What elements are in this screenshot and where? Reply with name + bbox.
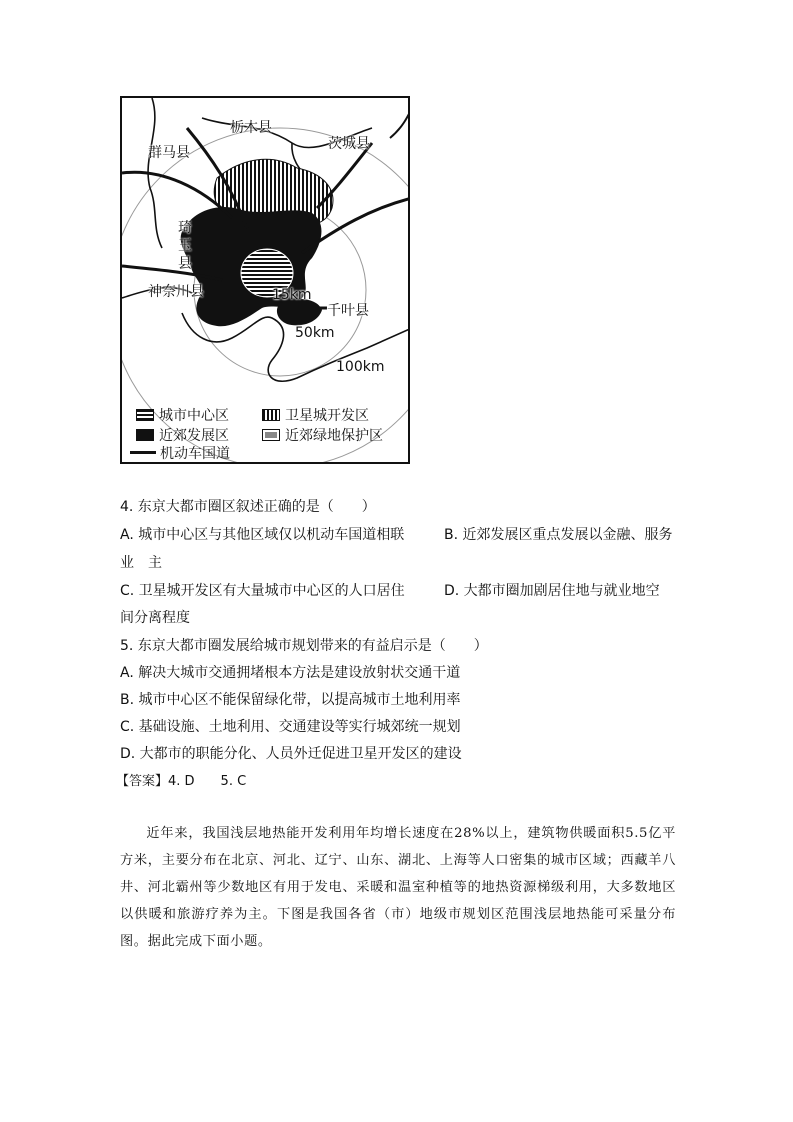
- legend-suburban-dev-label: 近郊发展区: [159, 428, 229, 444]
- q4-option-d: D. 大都市圈加剧居住地与就业地空: [444, 583, 660, 599]
- q4-option-a: A. 城市中心区与其他区域仅以机动车国道相联: [120, 527, 405, 543]
- q4-option-b-cont: 业 主: [120, 555, 162, 571]
- label-ibaraki: 茨城县: [328, 136, 370, 152]
- legend-city-center: [136, 408, 229, 424]
- legend-satellite-label: 卫星城开发区: [285, 408, 369, 424]
- q4-stem: 4. 东京大都市圈区叙述正确的是（ ）: [120, 499, 376, 515]
- road-edge: [390, 108, 410, 138]
- label-gunma: 群马县: [148, 145, 190, 161]
- answer-tag: 【答案】: [116, 774, 169, 789]
- road-ibaraki: [317, 143, 372, 208]
- q5-option-d: D. 大都市的职能分化、人员外迁促进卫星开发区的建设: [120, 746, 462, 762]
- legend-satellite: [262, 408, 369, 424]
- answer-value: 4. D 5. C: [168, 774, 247, 789]
- label-100km: 100km: [336, 359, 385, 375]
- label-saitama-1: 琦: [178, 220, 192, 236]
- city-center-swatch: [136, 409, 154, 421]
- legend-green-belt: [262, 428, 383, 444]
- legend-road: [130, 446, 230, 462]
- q5-stem: 5. 东京大都市圈发展给城市规划带来的有益启示是（ ）: [120, 638, 488, 654]
- legend-road-label: 机动车国道: [160, 446, 230, 462]
- legend-green-belt-label: 近郊绿地保护区: [285, 428, 383, 444]
- legend-suburban-dev: [136, 428, 229, 444]
- q4-option-b: B. 近郊发展区重点发展以金融、服务: [444, 527, 673, 543]
- q5-option-b: B. 城市中心区不能保留绿化带，以提高城市土地利用率: [120, 692, 461, 708]
- label-tochigi: 栃木县: [230, 120, 272, 136]
- tokyo-metro-map: [120, 96, 410, 464]
- q5-option-c: C. 基础设施、土地利用、交通建设等实行城郊统一规划: [120, 719, 461, 735]
- answer-line: [116, 772, 246, 792]
- label-15km: 15km: [272, 287, 312, 303]
- suburban-dev-swatch: [136, 429, 154, 441]
- passage: [120, 820, 676, 955]
- passage-text: 近年来，我国浅层地热能开发利用年均增长速度在28%以上，建筑物供暖面积5.5亿平方米，主要分布在北京、河北、辽宁、山东、湖北、上海等人口密集的城市区域；西藏羊八井、河北霸州等少数地区有用于发电、采暖和温室种植等的地热资源梯级利用，大多数地区以供暖和旅游疗养为主。下图是我国各省（市）地级市规划区范围浅层地热能可采量分布图。据此完成下面小题。: [120, 826, 676, 949]
- road-swatch: [130, 451, 156, 454]
- legend-city-center-label: 城市中心区: [159, 408, 229, 424]
- green-belt-swatch: [262, 429, 280, 441]
- label-saitama-3: 县: [178, 256, 192, 272]
- q4-option-c: C. 卫星城开发区有大量城市中心区的人口居住: [120, 583, 405, 599]
- satellite-swatch: [262, 409, 280, 421]
- q4-option-d-cont: 间分离程度: [120, 610, 190, 626]
- label-kanagawa: 神奈川县: [148, 284, 204, 300]
- label-saitama-2: 玉: [178, 238, 192, 254]
- q5-option-a: A. 解决大城市交通拥堵根本方法是建设放射状交通干道: [120, 665, 461, 681]
- label-50km: 50km: [295, 325, 335, 341]
- label-chiba: 千叶县: [327, 303, 369, 319]
